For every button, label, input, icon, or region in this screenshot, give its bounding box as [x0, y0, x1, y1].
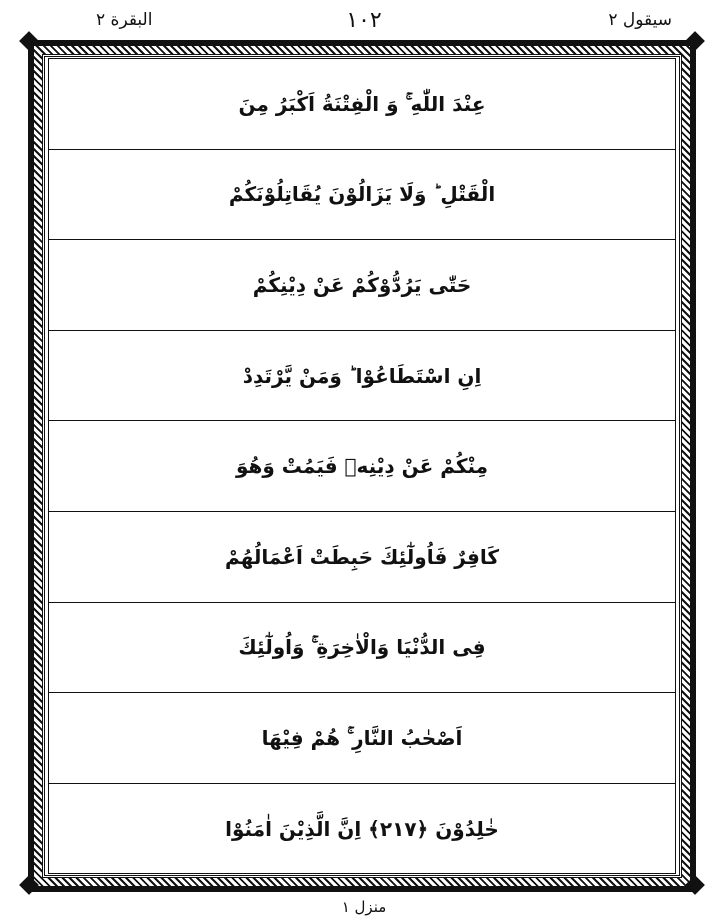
manzil-marker: منزل ۱ [341, 898, 387, 916]
verse-line-6: كَافِرٌ فَاُولٰٓئِكَ حَبِطَتْ اَعْمَالُهُمْ [49, 512, 675, 603]
verse-line-1: عِنْدَ اللّٰهِ ۚ وَ الْفِتْنَةُ اَكْبَرُ مِنَ [49, 59, 675, 150]
page-header [0, 6, 728, 36]
verse-line-2: الْقَتْلِ ؕ وَلَا يَزَالُوْنَ يُقَاتِلُوْنَكُمْ [49, 150, 675, 241]
verse-line-3: حَتّٰى يَرُدُّوْكُمْ عَنْ دِيْنِكُمْ [49, 240, 675, 331]
quran-text-block [48, 58, 676, 874]
verse-line-8: اَصْحٰبُ النَّارِ ۚ هُمْ فِيْهَا [49, 693, 675, 784]
verse-line-7: فِى الدُّنْيَا وَالْاٰخِرَةِ ۚ وَاُولٰٓئِكَ [49, 603, 675, 694]
verse-line-4: اِنِ اسْتَطَاعُوْا ؕ وَمَنْ يَّرْتَدِدْ [49, 331, 675, 422]
surah-name: البقرة ۲ [96, 10, 153, 30]
verse-line-5: مِنْكُمْ عَنْ دِيْنِهٖ فَيَمُتْ وَهُوَ [49, 421, 675, 512]
juz-name: سیقول ۲ [608, 10, 672, 30]
page-number: ۱۰۲ [346, 8, 382, 33]
verse-line-9: خٰلِدُوْنَ ﴿۲۱۷﴾ اِنَّ الَّذِيْنَ اٰمَنُوْا [225, 817, 499, 842]
